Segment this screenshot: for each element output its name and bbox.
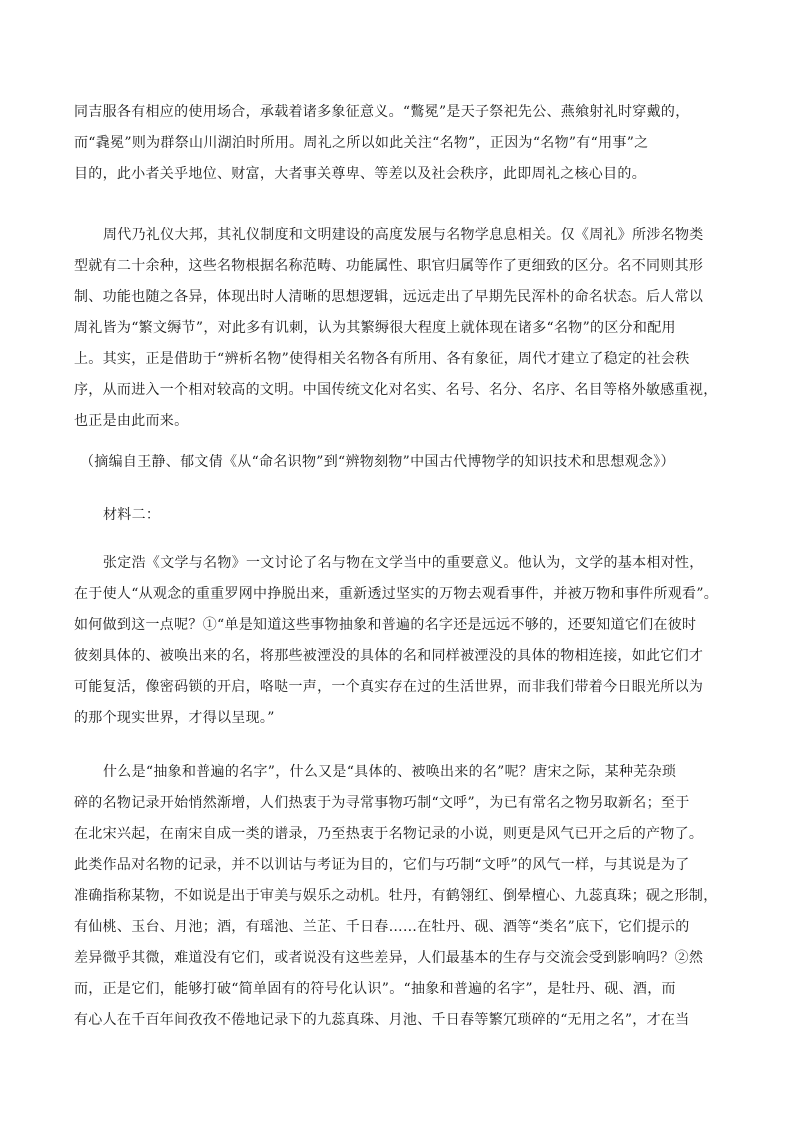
paragraph-3-line: 可能复活，像密码锁的开启，咯哒一声，一个真实存在过的生活世界，而非我们带着今日眼光所以为 [74, 679, 704, 695]
paragraph-3-line: 彼刻具体的、被唤出来的名，将那些被湮没的具体的名和同样被湮没的具体的物相连接，如此它们才 [74, 648, 704, 664]
paragraph-4-line: 有仙桃、玉台、月池；酒，有瑶池、兰芷、千日春……在牡丹、砚、酒等“类名”底下，它们提示的 [74, 919, 690, 935]
paragraph-2-line: 序，从而进入一个相对较高的文明。中国传统文化对名实、名号、名分、名序、名目等格外敏感重视， [74, 382, 718, 398]
paragraph-2-line: 也正是由此而来。 [74, 413, 189, 429]
paragraph-2-line: 上。其实，正是借助于“辨析名物”使得相关名物各有所用、各有象征，周代才建立了稳定的社会秩 [74, 351, 690, 367]
paragraph-3-line: 如何做到这一点呢？①“单是知道这些事物抽象和普遍的名字还是远远不够的，还要知道它们在彼时 [74, 617, 697, 633]
paragraph-3-line: 在于使人“从观念的重重罗网中挣脱出来，重新透过坚实的万物去观看事件，并被万物和事件所观看”。 [74, 586, 719, 602]
paragraph-4-line: 此类作品对名物的记录，并不以训诂与考证为目的，它们与巧制“文呼”的风气一样，与其说是为了 [74, 857, 690, 873]
paragraph-1-line: 同吉服各有相应的使用场合，承载着诸多象征意义。“鷩冕”是天子祭祀先公、燕飨射礼时穿戴的， [74, 104, 690, 120]
paragraph-2-line: 周礼皆为“繁文缛节”，对此多有讥刺，认为其繁缛很大程度上就体现在诸多“名物”的区分和配用 [74, 320, 676, 336]
paragraph-1-line: 而“毳冕”则为群祭山川湖泊时所用。周礼之所以如此关注“名物”，正因为“名物”有“用事”之 [74, 135, 649, 151]
section-heading: 材料二： [103, 507, 161, 523]
paragraph-3-line: 张定浩《文学与名物》一文讨论了名与物在文学当中的重要意义。他认为，文学的基本相对性， [103, 555, 704, 571]
paragraph-4-line: 碎的名物记录开始悄然渐增，人们热衷于为寻常事物巧制“文呼”，为已有常名之物另取新名；至于 [74, 795, 690, 811]
source-citation: （摘编自王静、郁文倩《从“命名识物”到“辨物刻物”中国古代博物学的知识技术和思想观念》） [80, 454, 675, 470]
paragraph-3-line: 的那个现实世界，才得以呈现。” [74, 710, 275, 726]
paragraph-1-line: 目的，此小者关乎地位、财富，大者事关尊卑、等差以及社会秩序，此即周礼之核心目的。 [74, 166, 646, 182]
paragraph-2-line: 型就有二十余种，这些名物根据名称范畴、功能属性、职官归属等作了更细致的区分。名不同则其形 [74, 258, 704, 274]
paragraph-2-line: 周代乃礼仪大邦，其礼仪制度和文明建设的高度发展与名物学息息相关。仅《周礼》所涉名物类 [103, 227, 704, 243]
paragraph-4-line: 而，正是它们，能够打破“简单固有的符号化认识”。“抽象和普遍的名字”，是牡丹、砚、酒，而 [74, 981, 676, 997]
paragraph-2-line: 制、功能也随之各异，体现出时人清晰的思想逻辑，远远走出了早期先民浑朴的命名状态。后人常以 [74, 289, 704, 305]
paragraph-4-line: 准确指称某物，不如说是出于审美与娱乐之动机。牡丹，有鹤翎红、倒晕檀心、九蕊真珠；砚之形制， [74, 888, 718, 904]
paragraph-4-line: 有心人在千百年间孜孜不倦地记录下的九蕊真珠、月池、千日春等繁冗琐碎的“无用之名”，才在当 [74, 1012, 690, 1028]
paragraph-4-line: 什么是“抽象和普遍的名字”，什么又是“具体的、被唤出来的名”呢？唐宋之际，某种芜杂琐 [103, 764, 677, 780]
paragraph-4-line: 差异微乎其微，难道没有它们，或者说没有这些差异，人们最基本的生存与交流会受到影响吗？②然 [74, 950, 704, 966]
paragraph-4-line: 在北宋兴起，在南宋自成一类的谱录，乃至热衷于名物记录的小说，则更是风气已开之后的产物了。 [74, 826, 704, 842]
